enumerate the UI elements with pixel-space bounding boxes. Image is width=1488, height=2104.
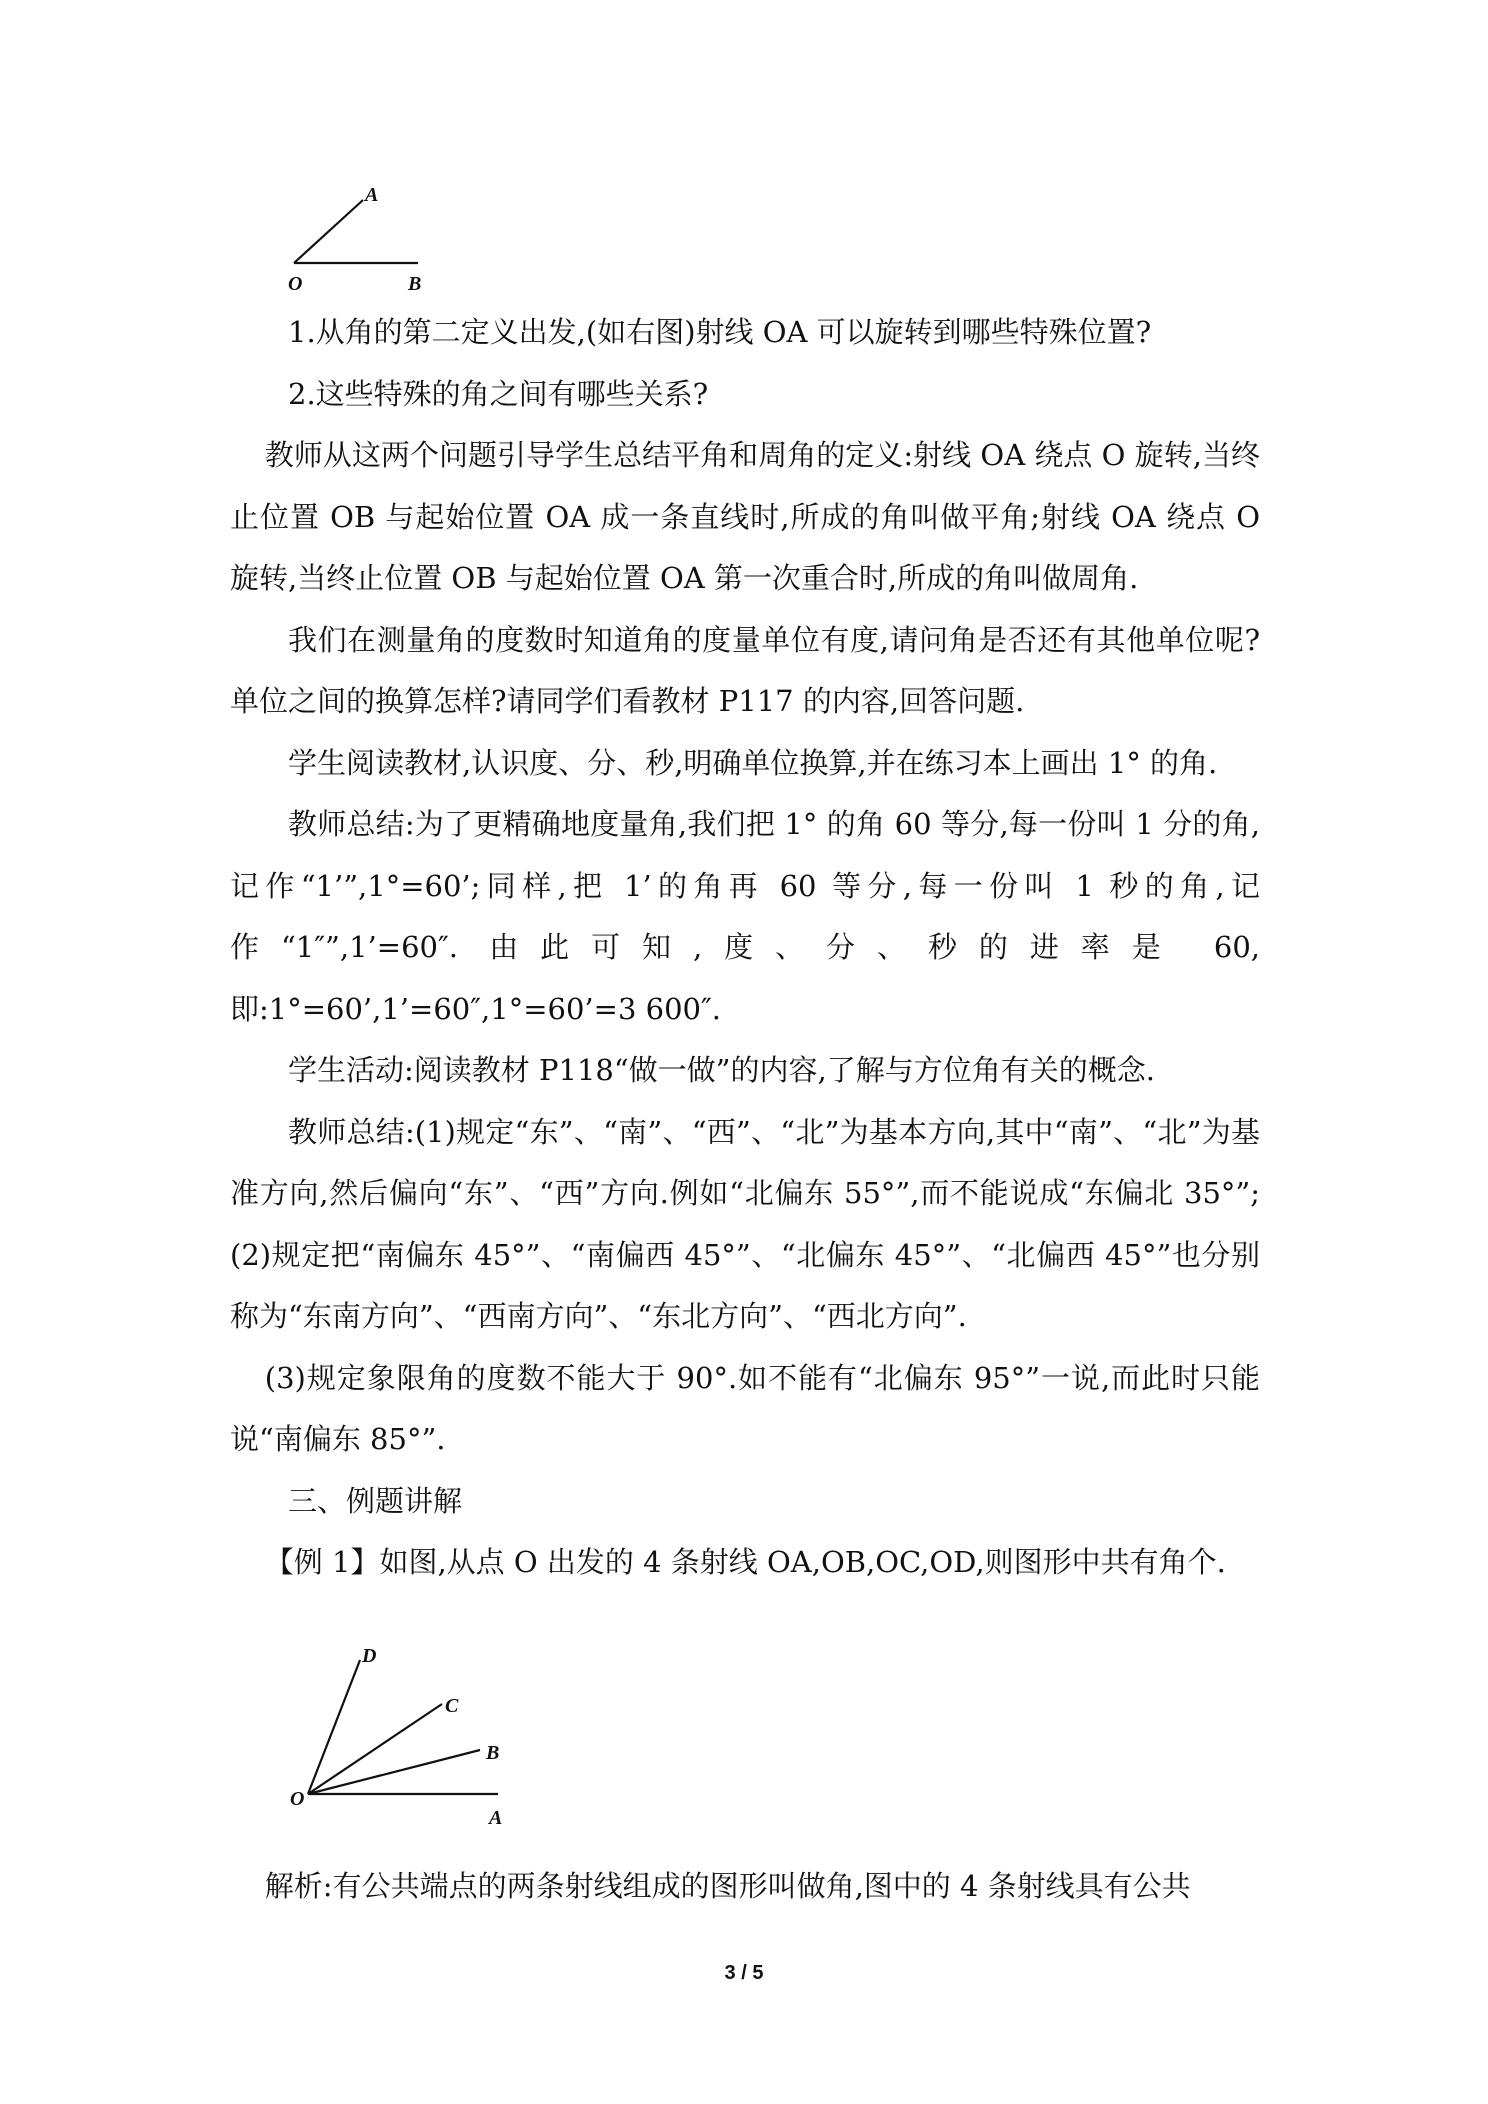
label-c: C (445, 1695, 459, 1717)
paragraph: 1.从角的第二定义出发,(如右图)射线 OA 可以旋转到哪些特殊位置? (288, 315, 1152, 349)
label-a: A (489, 1807, 503, 1829)
example-paragraph: 【例 1】如图,从点 O 出发的 4 条射线 OA,OB,OC,OD,则图形中共有角个. (264, 1545, 1226, 1579)
paragraph: 2.这些特殊的角之间有哪些关系? (288, 376, 709, 411)
paragraph: 教师从这两个问题引导学生总结平角和周角的定义:射线 OA 绕点 O 旋转,当终止位置 OB 与起始位置 OA 成一条直线时,所成的角叫做平角;射线 OA 绕点 O 旋转,当终止位置 OB 与起始位置 OA 第一次重合时,所成的角叫做周角. (230, 438, 1260, 595)
four-rays-figure (290, 1642, 530, 1838)
paragraph: 教师总结:(1)规定“东”、“南”、“西”、“北”为基本方向,其中“南”、“北”为基准方向,然后偏向“东”、“西”方向.例如“北偏东 55°”,而不能说成“东偏北 35°”;(2)规定把“南偏东 45°”、“南偏西 45°”、“北偏东 45°”、“北偏西 45°”也分别称为“东南方向”、“西南方向”、“东北方向”、“西北方向”. (230, 1114, 1260, 1333)
angle-aob-figure (284, 186, 444, 292)
paragraph: 教师总结:为了更精确地度量角,我们把 1° 的角 60 等分,每一份叫 1 分的角,记作“1’”,1°=60’;同样,把 1’的角再 60 等分,每一份叫 1 秒的角,记作“1″”,1’=60″. 由此可知,度、分、秒的进率是 60,即:1°=60’,1’=60″,1°=60’=3 600″. (230, 807, 1260, 1026)
paragraph: (3)规定象限角的度数不能大于 90°.如不能有“北偏东 95°”一说,而此时只能说“南偏东 85°”. (230, 1360, 1260, 1456)
label-b: B (408, 273, 422, 292)
section-heading: 三、例题讲解 (288, 1483, 463, 1518)
label-d: D (362, 1645, 377, 1667)
label-b: B (486, 1742, 500, 1764)
ray-oa (294, 200, 363, 263)
paragraph: 学生活动:阅读教材 P118“做一做”的内容,了解与方位角有关的概念. (288, 1053, 1155, 1087)
paragraph: 解析:有公共端点的两条射线组成的图形叫做角,图中的 4 条射线具有公共 (264, 1868, 1191, 1903)
ray-oc (308, 1704, 442, 1794)
label-a: A (365, 186, 379, 206)
paragraph: 学生阅读教材,认识度、分、秒,明确单位换算,并在练习本上画出 1° 的角. (288, 745, 1218, 780)
ray-od (308, 1660, 360, 1794)
paragraph: 我们在测量角的度数时知道角的度量单位有度,请问角是否还有其他单位呢?单位之间的换算怎样?请同学们看教材 P117 的内容,回答问题. (230, 622, 1260, 718)
ray-ob (308, 1750, 480, 1794)
page-number: 3 / 5 (724, 1962, 764, 1984)
label-o: O (288, 273, 303, 292)
label-o: O (290, 1788, 305, 1810)
